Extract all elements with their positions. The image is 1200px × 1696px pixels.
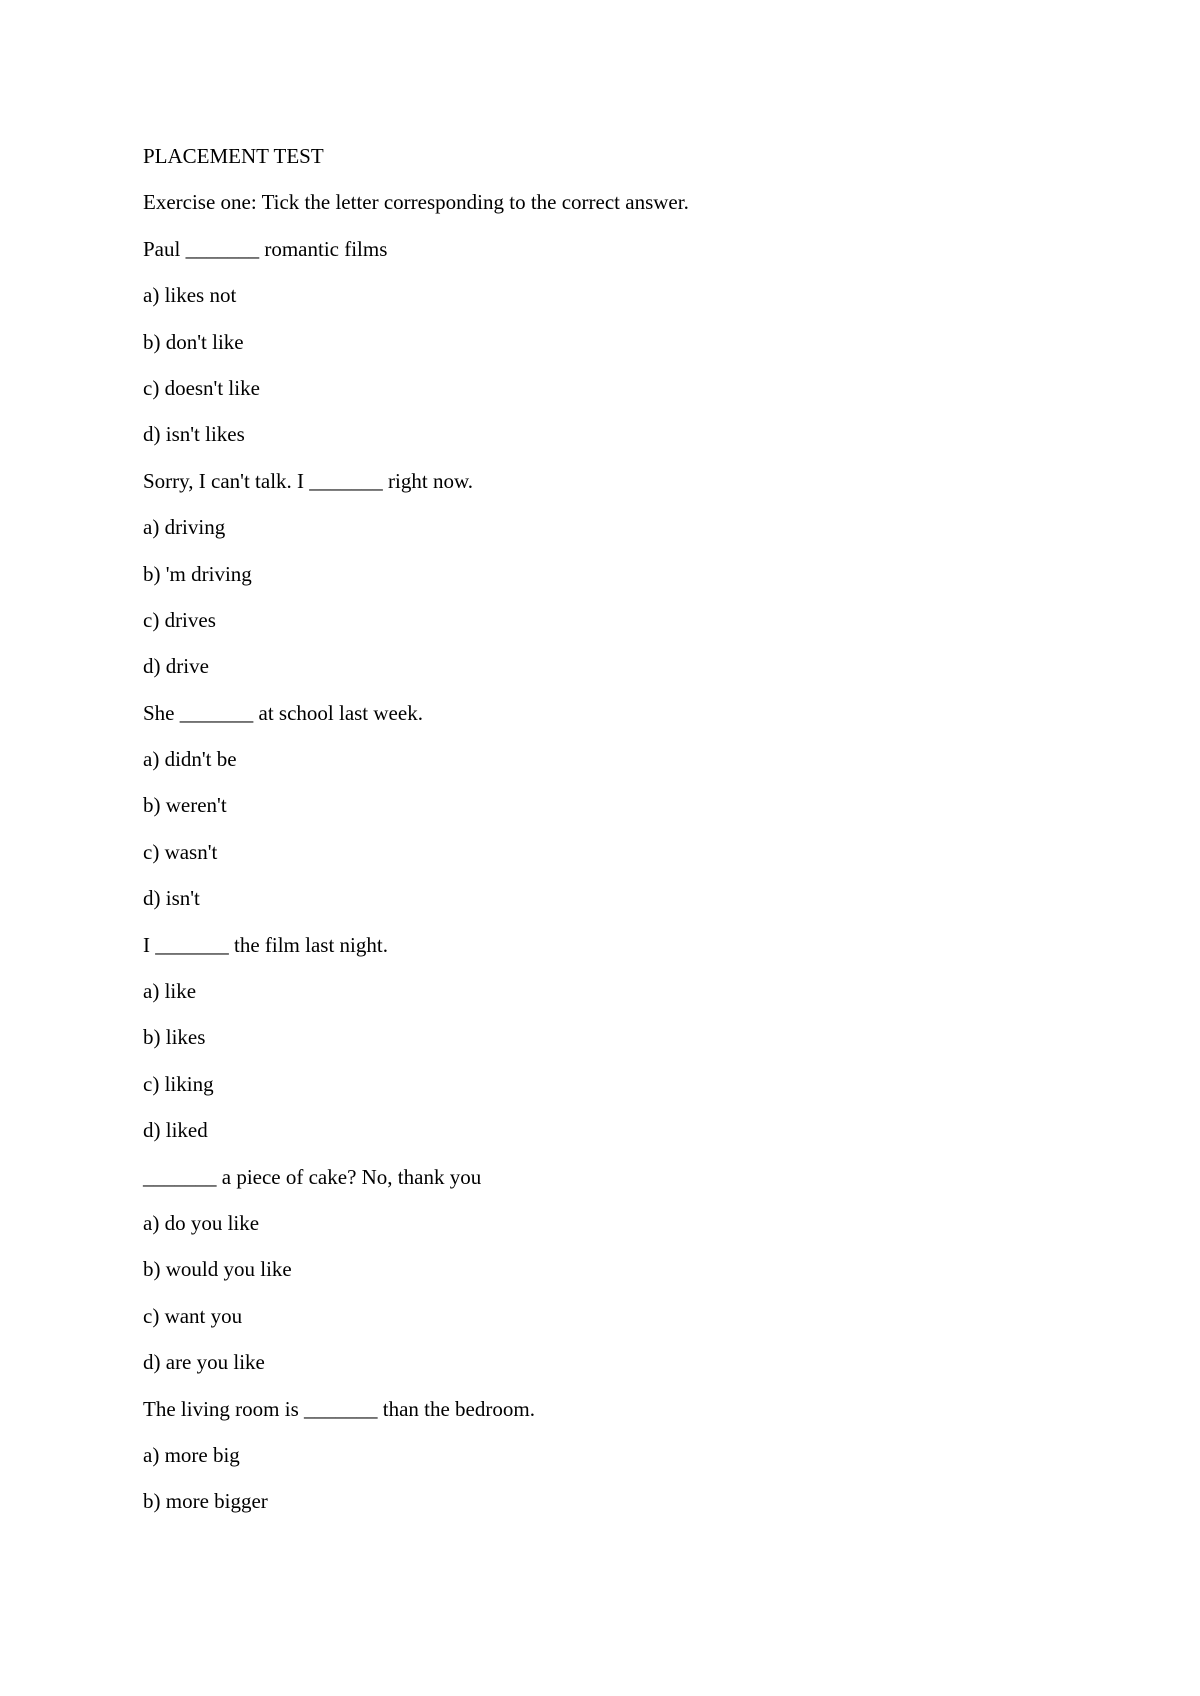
page-title: PLACEMENT TEST: [143, 144, 324, 168]
question-6: [143, 1394, 1123, 1517]
answer-option: d) isn't likes: [143, 422, 245, 447]
answer-option: b) weren't: [143, 793, 227, 818]
answer-option: b) would you like: [143, 1257, 292, 1282]
answer-option: b) likes: [143, 1025, 206, 1050]
answer-option: a) didn't be: [143, 747, 237, 772]
answer-option: d) isn't: [143, 886, 200, 911]
answer-option: d) are you like: [143, 1350, 265, 1375]
question-prompt: _______ a piece of cake? No, thank you: [143, 1164, 482, 1189]
question-prompt: Sorry, I can't talk. I _______ right now.: [143, 468, 474, 493]
question-2: [143, 466, 1123, 682]
answer-option: a) driving: [143, 515, 226, 540]
answer-option: b) don't like: [143, 329, 244, 354]
question-1: [143, 234, 1123, 450]
question-5: [143, 1162, 1123, 1378]
question-prompt: Paul _______ romantic films: [143, 236, 388, 261]
question-prompt: The living room is _______ than the bedroom.: [143, 1396, 535, 1421]
document-body: [143, 141, 1123, 1533]
answer-option: c) drives: [143, 607, 216, 632]
question-3: [143, 698, 1123, 914]
question-prompt: She _______ at school last week.: [143, 700, 423, 725]
question-4: [143, 930, 1123, 1146]
answer-option: b) more bigger: [143, 1489, 268, 1514]
exercise-instruction: Exercise one: Tick the letter corresponding to the correct answer.: [143, 190, 689, 215]
answer-option: d) liked: [143, 1118, 208, 1143]
answer-option: b) 'm driving: [143, 561, 252, 586]
answer-option: a) like: [143, 979, 197, 1004]
answer-option: c) doesn't like: [143, 375, 260, 400]
answer-option: d) drive: [143, 654, 209, 679]
answer-option: a) more big: [143, 1442, 240, 1467]
answer-option: a) likes not: [143, 283, 237, 308]
question-prompt: I _______ the film last night.: [143, 932, 388, 957]
answer-option: a) do you like: [143, 1210, 260, 1235]
answer-option: c) want you: [143, 1303, 243, 1328]
answer-option: c) wasn't: [143, 839, 218, 864]
answer-option: c) liking: [143, 1071, 214, 1096]
